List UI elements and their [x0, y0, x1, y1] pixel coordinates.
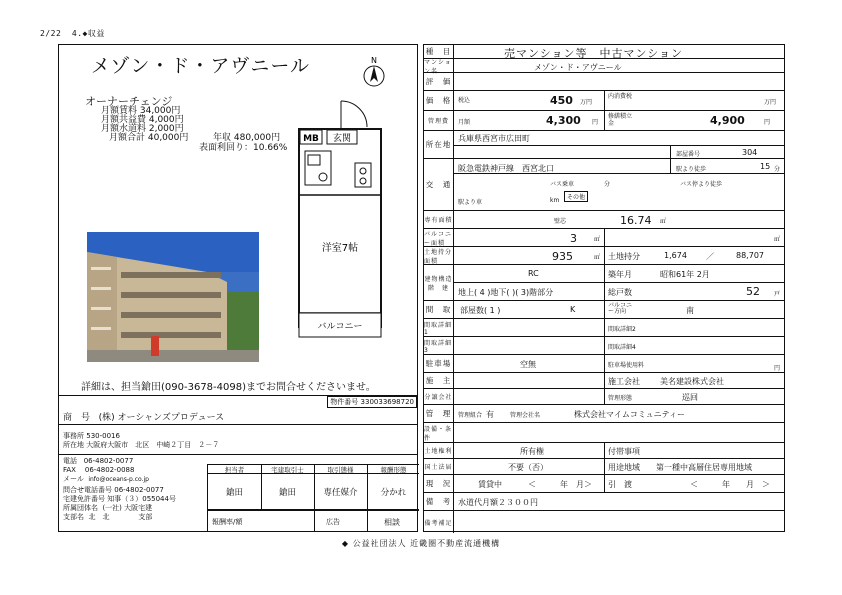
- mansion-name: メゾン・ド・アヴニール: [534, 63, 622, 72]
- row-structure: [424, 265, 784, 301]
- table-price-label: 価 格: [424, 91, 454, 110]
- table-layout-detail2: 間取詳細2: [608, 326, 636, 333]
- table-units-unit: 戸: [774, 291, 781, 298]
- property-type: 売マンション等 中古マンション: [504, 47, 684, 60]
- contact-note: 詳細は、担当鎗田(090-3678-4098)までお問合せくださいませ。: [81, 382, 376, 393]
- agent-branch: 北 北: [88, 513, 110, 521]
- grid-header-person: 担当者: [224, 466, 245, 474]
- floors-value: 地上( 4 )地下( )( 3)階部分: [458, 288, 554, 297]
- agent-location: 大阪府大阪市 北区 中崎２丁目 ２－７: [86, 441, 220, 449]
- agent-mail-label: メール: [63, 475, 84, 483]
- trade-name-row: [63, 410, 224, 423]
- table-supplement-label: 備考補足: [424, 511, 454, 533]
- structure-value: RC: [528, 269, 539, 278]
- table-yen: 円: [774, 365, 781, 372]
- footer-text: 公益社団法人 近畿圏不動産流通機構: [352, 539, 501, 548]
- table-room-label: 部屋番号: [676, 151, 701, 158]
- property-flyer-panel: [58, 44, 418, 396]
- table-built-label: 築年月: [608, 270, 632, 279]
- row-location: [424, 131, 784, 159]
- layout-value: 部屋数( 1 ): [460, 306, 501, 315]
- agent-office-label: 事務所: [63, 432, 84, 440]
- units-value: 52: [746, 285, 760, 298]
- table-structure-label: 建物構造: [424, 275, 453, 283]
- table-facing-label: バルコニー方向: [608, 302, 633, 315]
- row-law: [424, 459, 784, 475]
- mgmt-company: 株式会社マイムコミュニティー: [574, 410, 686, 419]
- table-type-label: 種 目: [424, 45, 454, 58]
- agent-number: 330033698720: [360, 398, 414, 406]
- land-share-denominator: 88,707: [736, 251, 764, 260]
- table-bus-unit: 分: [604, 181, 611, 188]
- owner-change-label: オーナーチェンジ: [85, 95, 173, 108]
- table-layout-suffix: K: [570, 305, 576, 314]
- table-name-label: マンション名: [424, 59, 454, 72]
- row-management: [424, 405, 784, 423]
- row-status: 現 況 賃貸中 ＜ 年 月＞ 引 渡 ＜ 年 月 ＞: [424, 475, 784, 493]
- area-value: 16.74: [620, 214, 652, 227]
- grid-value-trade: 専任媒介: [323, 487, 358, 498]
- table-mgmt-sub: 月額: [458, 119, 471, 126]
- station-value: 阪急電鉄神戸線 西宮北口: [458, 164, 554, 173]
- agent-branch-suffix: 支部: [138, 513, 153, 521]
- table-layout-detail4: 間取詳細4: [608, 344, 636, 351]
- agent-office-zip: 530-0016: [86, 432, 120, 440]
- table-handover-label: 引 渡: [608, 480, 632, 489]
- table-mgmt-union-label: 管理組合: [458, 412, 483, 419]
- law-value: 不要（否）: [508, 463, 548, 472]
- table-balcony-label: バルコニー面積: [424, 230, 453, 247]
- room-label: 洋室7帖: [321, 243, 359, 254]
- row-layout: [424, 301, 784, 319]
- fee-total: 月額合計 40,000円: [109, 133, 189, 143]
- fee-common: 月額共益費 4,000円: [101, 115, 184, 125]
- table-ctax-unit: 万円: [764, 99, 777, 106]
- table-units-label: 総戸数: [608, 288, 632, 297]
- table-status-label: 現 況: [424, 475, 454, 492]
- table-car-label: 駅より車: [458, 199, 483, 206]
- table-seller-label: 分譲会社: [424, 389, 454, 404]
- row-land-right: [424, 443, 784, 459]
- row-layout-detail-3: [424, 337, 784, 355]
- remuneration-row: [207, 510, 419, 532]
- north-compass-icon: [361, 55, 387, 89]
- location-value: 兵庫県西宮市広田町: [458, 134, 530, 143]
- table-other-label: その他: [564, 191, 588, 202]
- row-name: [424, 59, 784, 73]
- zoning-value: 第一種中高層住居専用地域: [656, 463, 752, 472]
- parking-value: 空無: [520, 360, 536, 369]
- agent-location-label: 所在地: [63, 441, 84, 449]
- agent-remuneration-label: 報酬率/額: [212, 518, 243, 526]
- agent-number-label: 物件番号: [330, 398, 359, 406]
- table-mgmt-company-label: 管理会社名: [510, 412, 541, 419]
- table-mgmt-form-label: 管理形態: [608, 395, 633, 402]
- location-row: [63, 440, 219, 450]
- row-balcony: [424, 229, 784, 247]
- property-title: メゾン・ド・アヴニール: [91, 55, 311, 77]
- row-layout-detail-1: [424, 319, 784, 337]
- table-layout-label: 間 取: [424, 301, 454, 318]
- agent-assoc-label: 所属団体名: [63, 504, 98, 512]
- listing-number: [327, 396, 417, 408]
- row-traffic: [424, 159, 784, 211]
- balcony-area: 3: [570, 232, 577, 245]
- agent-trade-label: 商 号: [63, 413, 91, 423]
- agent-panel: [58, 396, 418, 532]
- table-price-sub: 税込: [458, 97, 471, 104]
- agent-license: 知事（３）055044号: [107, 495, 176, 503]
- annual-income: 年収 480,000円: [213, 133, 281, 143]
- table-parking-fee-label: 駐車場使用料: [608, 362, 645, 369]
- agent-inquiry-tel: 06-4802-0077: [114, 486, 164, 494]
- agent-fax: 06-4802-0088: [84, 466, 135, 474]
- table-landright-label: 土地権利: [424, 443, 454, 458]
- table-law-label: 国土法届: [424, 459, 454, 474]
- table-equipment-label: 設備・条件: [424, 423, 454, 442]
- constructor-value: 美名建設株式会社: [660, 377, 724, 386]
- floor-plan: [297, 99, 383, 347]
- fee-water: 月額水道料 2,000円: [101, 124, 184, 134]
- agent-assoc: (一社) 大阪宅建: [102, 504, 153, 512]
- price-value: 450: [550, 94, 573, 107]
- row-area: [424, 211, 784, 229]
- table-remarks-label: 備 考: [424, 493, 454, 510]
- section-title: 4.◆収益: [71, 29, 105, 38]
- row-supplement: [424, 511, 784, 533]
- table-land-share-sep: ／: [706, 252, 714, 261]
- gross-yield: 表面利回り：10.66%: [199, 143, 288, 153]
- row-owner: [424, 373, 784, 389]
- agent-mail: info@oceans-p.co.jp: [88, 476, 149, 483]
- table-floors-label: 階 建: [427, 284, 449, 292]
- mgmt-form-value: 巡回: [682, 393, 698, 402]
- grid-header-fee: 報酬形態: [380, 466, 407, 474]
- grid-header-trade: 取引態様: [327, 466, 354, 474]
- table-mgmt-row-label: 管 理: [424, 405, 454, 422]
- table-ctax-label: 内消費税: [608, 93, 633, 100]
- table-yen: 円: [592, 119, 599, 126]
- agent-grid: [207, 464, 419, 510]
- table-sqm: ㎡: [660, 218, 667, 225]
- table-layout-detail3: 間取詳細3: [424, 337, 454, 354]
- agent-branch-label: 支部名: [63, 513, 84, 521]
- built-date: 昭和61年 2月: [660, 270, 710, 279]
- balcony-label: バルコニー: [317, 322, 363, 332]
- table-note-label: 評 価: [424, 73, 454, 90]
- table-mgmt-union-value: 有: [486, 410, 494, 419]
- table-layout-detail1: 間取詳細1: [424, 319, 454, 336]
- repair-fund-value: 4,900: [710, 114, 745, 127]
- table-bus-walk-label: バス停より徒歩: [680, 181, 723, 188]
- table-builder-label: 施 主: [424, 373, 454, 388]
- table-walk-unit: 分: [774, 166, 781, 173]
- agent-ad-label: 広告: [326, 518, 340, 526]
- agent-contacts: [63, 457, 176, 522]
- table-area-sub: 壁芯: [554, 218, 567, 225]
- entrance-label: 玄関: [332, 134, 352, 144]
- row-seller: [424, 389, 784, 405]
- compass-label: N: [371, 56, 377, 65]
- land-right-value: 所有権: [520, 447, 544, 456]
- row-remarks: [424, 493, 784, 511]
- table-mgmt-label: 管理費: [424, 111, 454, 130]
- table-bus-label: バス乗車: [550, 181, 575, 188]
- table-walk-label: 駅より徒歩: [676, 166, 707, 173]
- agent-license-label: 宅建免許番号: [63, 495, 105, 503]
- room-number: 304: [742, 148, 758, 157]
- table-zoning-label: 用途地域: [608, 463, 640, 472]
- row-type: [424, 45, 784, 59]
- footer-logo-icon: ◆: [341, 539, 350, 548]
- row-price: [424, 91, 784, 111]
- agent-inquiry-label: 問合せ電話番号: [63, 486, 112, 494]
- fee-rent: 月額賃料 34,000円: [101, 106, 181, 116]
- footer: [0, 538, 842, 549]
- mgmt-fee-value: 4,300: [546, 114, 581, 127]
- land-share-numerator: 1,674: [664, 251, 687, 260]
- table-yen: 円: [764, 119, 771, 126]
- trade-name: (株) オーシャンズプロデュース: [98, 413, 225, 423]
- facing-value: 南: [686, 306, 694, 315]
- table-price-unit: 万円: [580, 99, 593, 106]
- agent-tel-label: 電話: [63, 457, 77, 465]
- status-value: 賃貸中: [478, 480, 502, 489]
- grid-value-person: 鎗田: [225, 487, 243, 498]
- table-km: km: [550, 197, 560, 204]
- grid-header-licensed: 宅建取引士: [271, 466, 304, 474]
- agent-tel: 06-4802-0077: [83, 457, 134, 465]
- walk-minutes: 15: [760, 162, 771, 171]
- row-land: [424, 247, 784, 265]
- table-traffic-label: 交 通: [424, 159, 454, 210]
- table-constructor-label: 施工会社: [608, 377, 640, 386]
- property-spec-table: [423, 44, 785, 532]
- table-land-share-label: 土地持分: [608, 252, 640, 261]
- remarks-value: 水道代月額２３００円: [458, 498, 538, 507]
- building-photo: [87, 232, 259, 362]
- table-layout-value: 1: [489, 306, 495, 315]
- table-trade-status-label: 付帯事項: [608, 447, 640, 456]
- table-loc-label: 所在地: [424, 131, 454, 158]
- table-sqm: ㎡: [594, 254, 601, 261]
- table-parking-label: 駐車場: [424, 355, 454, 372]
- grid-value-licensed: 鎗田: [278, 487, 296, 498]
- row-parking: [424, 355, 784, 373]
- mb-label: MB: [303, 134, 319, 144]
- table-repair-label: 修繕積立金: [608, 113, 633, 127]
- agent-ad-value: 相談: [384, 518, 400, 527]
- row-mgmt-fee: [424, 111, 784, 131]
- table-sqm: ㎡: [774, 236, 781, 243]
- row-equipment: [424, 423, 784, 443]
- grid-value-fee: 分かれ: [380, 487, 407, 498]
- page-number: 2/22: [40, 29, 62, 38]
- page-header: [40, 28, 105, 39]
- agent-fax-label: FAX: [63, 466, 76, 474]
- table-sqm: ㎡: [594, 236, 601, 243]
- land-area: 935: [552, 250, 573, 263]
- table-land-label: 土地持分面積: [424, 248, 453, 265]
- row-note: [424, 73, 784, 91]
- table-area-label: 専有面積: [424, 211, 454, 228]
